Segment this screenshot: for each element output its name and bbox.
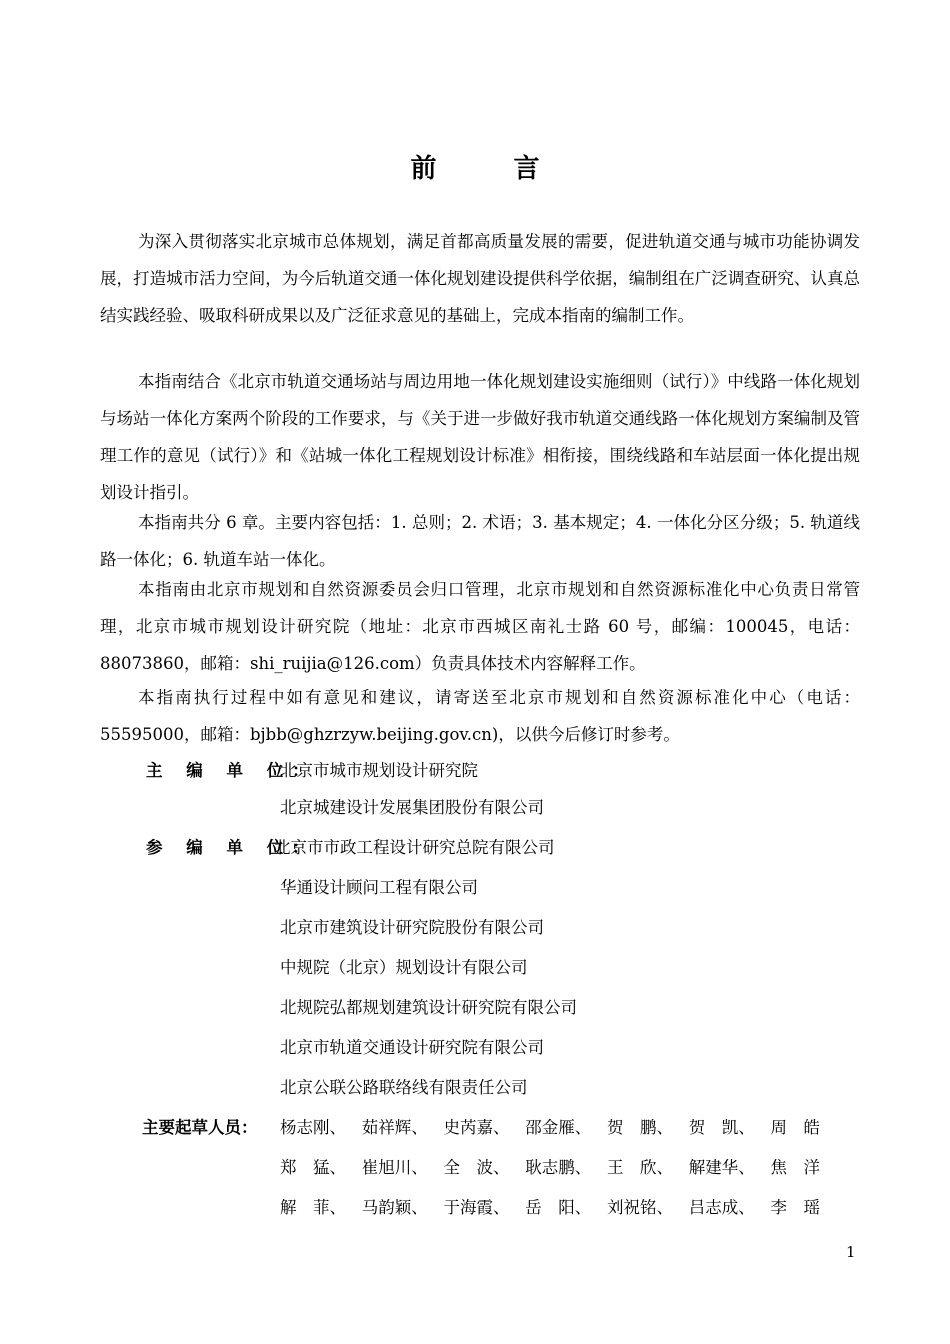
drafter-name: 于海霞、 <box>443 1198 510 1217</box>
chief-editor-unit: 北京市城市规划设计研究院 <box>280 761 478 780</box>
page-number: 1 <box>846 1243 856 1261</box>
drafter-name: 周 皓 <box>770 1118 820 1137</box>
drafters-row <box>280 1109 820 1146</box>
drafter-name: 刘祝铭、 <box>607 1198 673 1217</box>
drafter-name: 李 瑶 <box>770 1198 820 1217</box>
drafter-name: 杨志刚、 <box>280 1118 346 1137</box>
preface-paragraph-5: 本指南执行过程中如有意见和建议，请寄送至北京市规划和自然资源标准化中心（电话：55595000，邮箱：bjbb@ghzrzyw.beijing.gov.cn)，以供今后修订时参考。 <box>100 688 860 744</box>
drafters-row <box>280 1189 820 1226</box>
chief-editor-unit: 北京城建设计发展集团股份有限公司 <box>280 798 544 817</box>
preface-paragraph-2: 本指南结合《北京市轨道交通场站与周边用地一体化规划建设实施细则（试行）》中线路一体化规划与场站一体化方案两个阶段的工作要求，与《关于进一步做好我市轨道交通线路一体化规划方案编制及管理工作的意见（试行）》和《站城一体化工程规划设计标准》相衔接，围绕线路和车站层面一体化提出规划设计指引。 <box>100 372 860 502</box>
drafter-name: 岳 阳、 <box>525 1198 592 1217</box>
participating-unit: 中规院（北京）规划设计有限公司 <box>280 958 528 977</box>
drafter-name: 史芮嘉、 <box>443 1118 510 1137</box>
participating-label: 参 编 单 位： <box>146 838 318 857</box>
participating-unit: 华通设计顾问工程有限公司 <box>280 878 478 897</box>
participating-unit: 北京市市政工程设计研究总院有限公司 <box>274 838 555 857</box>
chief-editor-label: 主 编 单 位： <box>146 761 318 780</box>
participating-unit: 北京市建筑设计研究院股份有限公司 <box>280 918 544 937</box>
page-title: 前 言 <box>410 154 574 184</box>
drafters-label: 主要起草人员： <box>142 1118 258 1137</box>
drafter-name: 郑 猛、 <box>280 1158 346 1177</box>
drafter-name: 焦 洋 <box>770 1158 820 1177</box>
preface-paragraph-4: 本指南由北京市规划和自然资源委员会归口管理，北京市规划和自然资源标准化中心负责日常管理，北京市城市规划设计研究院（地址：北京市西城区南礼士路 60 号，邮编：100045，电话：88073860，邮箱：shi_ruijia@126.com）负责具体技术内容解释工作。 <box>100 580 860 673</box>
drafter-name: 耿志鹏、 <box>525 1158 592 1177</box>
drafter-name: 吕志成、 <box>688 1198 755 1217</box>
drafter-name: 贺 凯、 <box>688 1118 755 1137</box>
preface-paragraph-3: 本指南共分 6 章。主要内容包括：1. 总则；2. 术语；3. 基本规定；4. 一体化分区分级；5. 轨道线路一体化；6. 轨道车站一体化。 <box>100 513 860 569</box>
drafter-name: 马韵颖、 <box>361 1198 428 1217</box>
participating-unit: 北京市轨道交通设计研究院有限公司 <box>280 1038 544 1057</box>
drafter-name: 邵金雁、 <box>525 1118 592 1137</box>
participating-unit: 北京公联公路联络线有限责任公司 <box>280 1078 528 1097</box>
drafter-name: 解 菲、 <box>280 1198 346 1217</box>
preface-paragraph-1: 为深入贯彻落实北京城市总体规划，满足首都高质量发展的需要，促进轨道交通与城市功能协调发展，打造城市活力空间，为今后轨道交通一体化规划建设提供科学依据，编制组在广泛调查研究、认真总结实践经验、吸取科研成果以及广泛征求意见的基础上，完成本指南的编制工作。 <box>100 232 860 325</box>
drafter-name: 解建华、 <box>688 1158 755 1177</box>
drafter-name: 崔旭川、 <box>361 1158 428 1177</box>
drafter-name: 王 欣、 <box>607 1158 673 1177</box>
drafters-row <box>280 1149 820 1186</box>
drafter-name: 全 波、 <box>443 1158 510 1177</box>
participating-unit: 北规院弘都规划建筑设计研究院有限公司 <box>280 998 577 1017</box>
drafter-name: 茹祥辉、 <box>361 1118 428 1137</box>
drafter-name: 贺 鹏、 <box>607 1118 673 1137</box>
